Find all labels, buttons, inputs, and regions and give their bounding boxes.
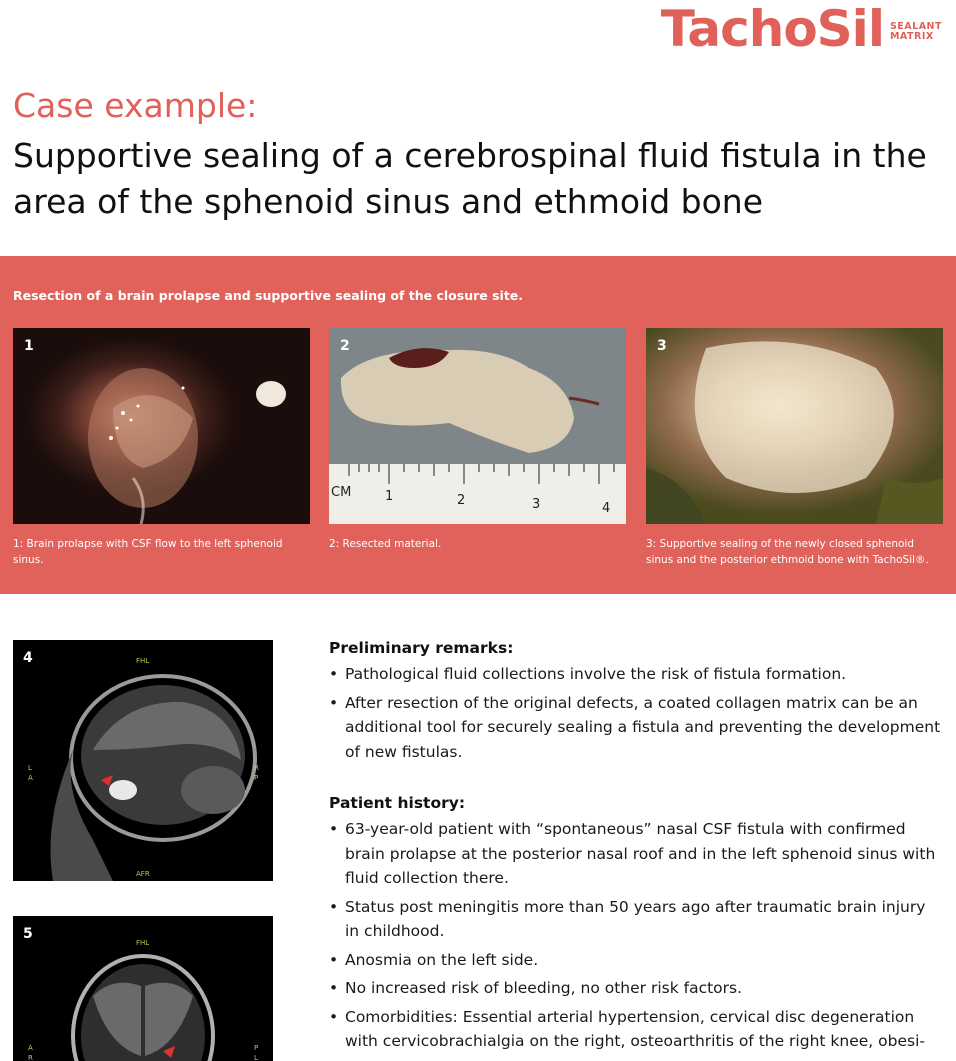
mri4-label-bottom: AFR xyxy=(136,870,150,878)
case-title: Supportive sealing of a cerebrospinal fluid fistula in the area of the sphenoid sinus and ethmoid bone xyxy=(13,136,927,221)
mri4-label-right-b: P xyxy=(254,774,259,782)
photo-supportive-sealing xyxy=(646,328,943,524)
ruler-tick-4: 4 xyxy=(602,501,611,516)
ruler-tick-2: 2 xyxy=(457,493,466,508)
mri-4-illustration xyxy=(13,640,273,881)
history-bullet-2: Status post meningitis more than 50 years ago after traumatic brain injury in childhood. xyxy=(345,897,926,940)
logo-sub-matrix: MATRIX xyxy=(889,31,934,42)
mri4-label-right-a: R xyxy=(254,764,259,772)
photo-number-3: 3 xyxy=(657,338,667,354)
preliminary-remarks-title: Preliminary remarks: xyxy=(329,639,514,657)
patient-history-title: Patient history: xyxy=(329,794,466,812)
mri-number-4: 4 xyxy=(23,650,33,666)
preliminary-bullet-2: After resection of the original defects, a coated collagen matrix can be an additional tool for securely sealing a fistula and preventing the development of new fistulas. xyxy=(345,693,941,761)
photo-3-illustration xyxy=(646,328,943,524)
preliminary-remarks-section xyxy=(329,639,944,764)
photo-caption-2: 2: Resected material. xyxy=(329,538,442,550)
mri5-label-left-a: A xyxy=(28,1044,33,1052)
history-bullet-3: Anosmia on the left side. xyxy=(345,950,539,969)
mri-coronal xyxy=(13,916,273,1061)
mri4-label-left-a: L xyxy=(28,764,32,772)
list-item: • 63-year-old patient with “spontaneous” nasal CSF fistula with confirmed brain prolapse at the posterior nasal roof and in the left sphenoid sinus with fluid collection there. xyxy=(329,820,936,887)
photo-resected-material xyxy=(329,328,626,524)
ruler-tick-3: 3 xyxy=(532,497,541,512)
mri-sagittal xyxy=(13,640,273,881)
mri-number-5: 5 xyxy=(23,926,33,942)
list-item: • After resection of the original defects, a coated collagen matrix can be an additional tool for securely sealing a fistula and preventing the development of new fistulas. xyxy=(329,693,941,761)
mri-5-illustration xyxy=(13,916,273,1061)
mri5-label-left-b: R xyxy=(28,1054,33,1061)
list-item: • No increased risk of bleeding, no other risk factors. xyxy=(329,979,743,997)
photo-1-illustration xyxy=(13,328,310,524)
logo-subtitle xyxy=(890,22,942,42)
photo-caption-3: 3: Supportive sealing of the newly closed sphenoid sinus and the posterior ethmoid bone with TachoSil®. xyxy=(646,538,929,566)
ruler-unit: CM xyxy=(331,485,352,500)
mri5-label-top: FHL xyxy=(136,939,150,947)
case-label: Case example: xyxy=(13,86,258,125)
logo-wordmark: TachoSil xyxy=(660,0,884,58)
photo-2-illustration xyxy=(329,328,626,524)
mri4-label-left-b: A xyxy=(28,774,33,782)
photo-number-1: 1 xyxy=(24,338,34,354)
logo-sub-sealant: SEALANT xyxy=(889,21,942,33)
history-bullet-5: Comorbidities: Essential arterial hypertension, cervical disc degeneration with cervicobrachialgia on the right, osteoarthritis of the right knee, obesi- xyxy=(345,1007,925,1050)
list-item: • Status post meningitis more than 50 years ago after traumatic brain injury in childhood. xyxy=(329,897,926,940)
figure-band xyxy=(0,256,956,594)
history-bullet-4: No increased risk of bleeding, no other risk factors. xyxy=(345,979,743,997)
ruler-tick-1: 1 xyxy=(385,489,394,504)
photo-caption-1: 1: Brain prolapse with CSF flow to the left sphenoid sinus. xyxy=(13,538,283,566)
patient-history-section xyxy=(329,794,944,1054)
mri4-label-top: FHL xyxy=(136,657,150,665)
photo-number-2: 2 xyxy=(340,338,350,354)
tachosil-logo xyxy=(660,0,942,58)
history-bullet-1: 63-year-old patient with “spontaneous” nasal CSF fistula with confirmed brain prolapse at the posterior nasal roof and in the left sphenoid sinus with fluid collection there. xyxy=(345,820,936,887)
list-item: • Pathological fluid collections involve the risk of fistula formation. xyxy=(329,665,847,683)
list-item: • Comorbidities: Essential arterial hypertension, cervical disc degeneration with cervicobrachialgia on the right, osteoarthritis of the right knee, obesi- xyxy=(329,1007,925,1050)
photo-brain-prolapse xyxy=(13,328,310,524)
mri5-label-right-b: L xyxy=(254,1054,258,1061)
band-heading: Resection of a brain prolapse and supportive sealing of the closure site. xyxy=(13,288,524,303)
list-item: • Anosmia on the left side. xyxy=(329,950,539,969)
mri5-label-right-a: P xyxy=(254,1044,259,1052)
preliminary-bullet-1: Pathological fluid collections involve the risk of fistula formation. xyxy=(345,665,847,683)
